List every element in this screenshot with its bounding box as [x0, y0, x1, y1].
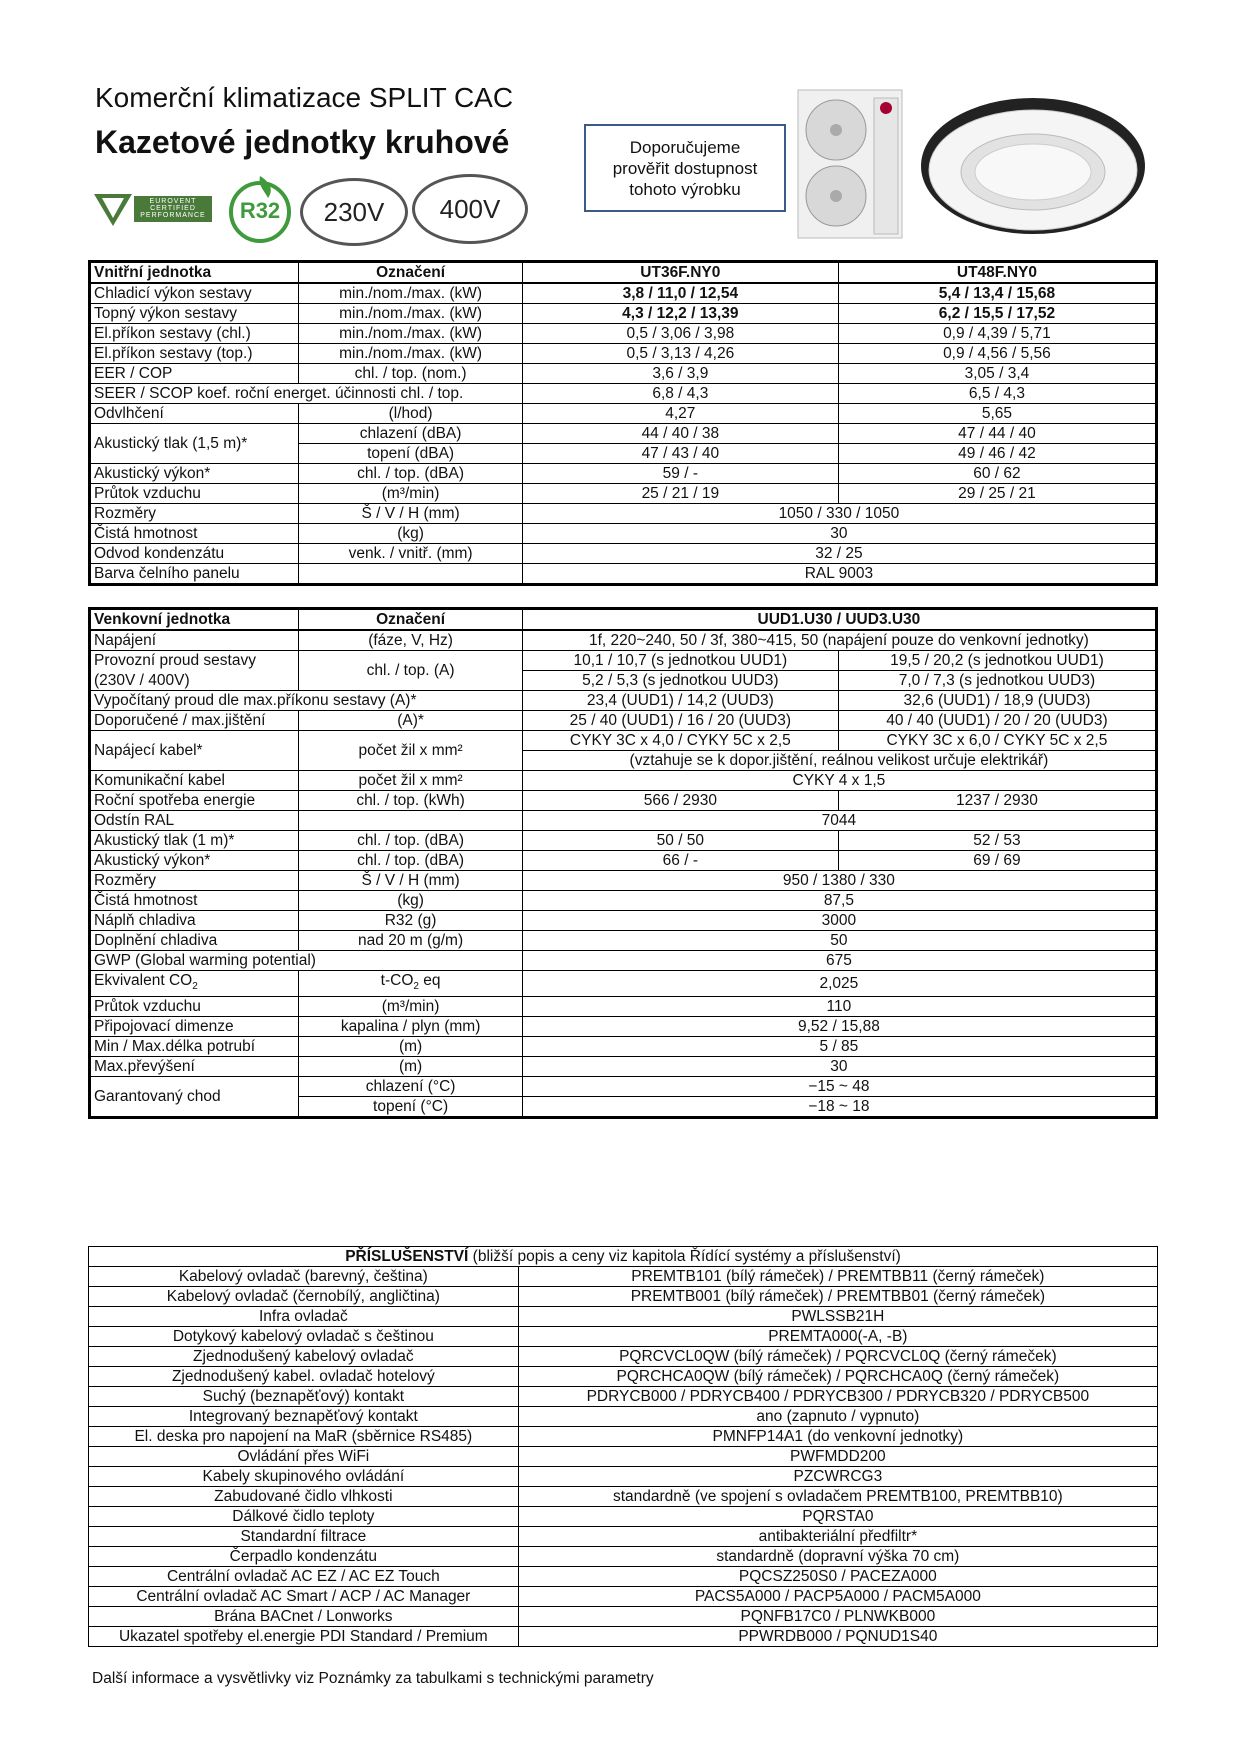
value-cell: 29 / 25 / 21 — [838, 484, 1156, 504]
value-cell: 49 / 46 / 42 — [838, 444, 1156, 464]
row-label: Odvod kondenzátu — [90, 544, 299, 564]
table-row — [90, 891, 1157, 911]
accessory-name: Integrovaný beznapěťový kontakt — [89, 1407, 519, 1427]
certification-badges — [92, 172, 582, 250]
note-line: Doporučujeme — [629, 137, 741, 157]
table-row — [90, 997, 1157, 1017]
row-label: EER / COP — [90, 364, 299, 384]
accessory-code: PDRYCB000 / PDRYCB400 / PDRYCB300 / PDRYCB320 / PDRYCB500 — [518, 1387, 1157, 1407]
cassette-unit-image — [918, 92, 1148, 237]
accessory-code: PREMTA000(-A, -B) — [518, 1327, 1157, 1347]
row-label: Min / Max.délka potrubí — [90, 1037, 299, 1057]
accessory-name: Zjednodušený kabelový ovladač — [89, 1347, 519, 1367]
value-cell: 10,1 / 10,7 (s jednotkou UUD1) — [522, 651, 838, 671]
table-row — [90, 344, 1157, 364]
eurovent-logo: EUROVENT CERTIFIED PERFORMANCE — [92, 190, 214, 230]
row-label: Vypočítaný proud dle max.příkonu sestavy (A)* — [90, 691, 523, 711]
table-row — [90, 951, 1157, 971]
table-row — [90, 524, 1157, 544]
value-cell: 950 / 1380 / 330 — [522, 871, 1156, 891]
table-row — [89, 1407, 1158, 1427]
outdoor-unit-image — [796, 88, 904, 243]
value-cell: 2,025 — [522, 971, 1156, 997]
row-label: SEER / SCOP koef. roční energet. účinnosti chl. / top. — [90, 384, 523, 404]
r32-badge: R32 — [224, 172, 296, 244]
note-line: prověřit dostupnost — [612, 158, 758, 178]
row-unit: topení (dBA) — [299, 444, 522, 464]
value-cell: 1f, 220~240, 50 / 3f, 380~415, 50 (napájení pouze do venkovní jednotky) — [522, 630, 1156, 651]
row-unit: chlazení (°C) — [299, 1077, 522, 1097]
value-cell: 23,4 (UUD1) / 14,2 (UUD3) — [522, 691, 838, 711]
table-row — [90, 304, 1157, 324]
row-label: Rozměry — [90, 871, 299, 891]
table-row — [89, 1567, 1158, 1587]
header-cell: Označení — [299, 262, 522, 284]
accessory-code: PQCSZ250S0 / PACEZA000 — [518, 1567, 1157, 1587]
value-cell: 7044 — [522, 811, 1156, 831]
row-label: El.příkon sestavy (chl.) — [90, 324, 299, 344]
table-row — [90, 791, 1157, 811]
accessory-name: Dálkové čidlo teploty — [89, 1507, 519, 1527]
row-unit — [299, 564, 522, 585]
value-cell: 675 — [522, 951, 1156, 971]
table-row — [90, 384, 1157, 404]
accessory-code: ano (zapnuto / vypnuto) — [518, 1407, 1157, 1427]
value-cell: 66 / - — [522, 851, 838, 871]
row-unit: chl. / top. (nom.) — [299, 364, 522, 384]
value-cell: 4,3 / 12,2 / 13,39 — [522, 304, 838, 324]
table-row — [89, 1467, 1158, 1487]
value-cell: 30 — [522, 1057, 1156, 1077]
table-row — [89, 1447, 1158, 1467]
row-unit: topení (°C) — [299, 1097, 522, 1118]
value-cell: (vztahuje se k dopor.jištění, reálnou velikost určuje elektrikář) — [522, 751, 1156, 771]
table-row — [89, 1487, 1158, 1507]
value-cell: 3000 — [522, 911, 1156, 931]
row-unit: min./nom./max. (kW) — [299, 344, 522, 364]
value-cell: 1050 / 330 / 1050 — [522, 504, 1156, 524]
row-label: Odstín RAL — [90, 811, 299, 831]
value-cell: 40 / 40 (UUD1) / 20 / 20 (UUD3) — [838, 711, 1156, 731]
row-label: Průtok vzduchu — [90, 997, 299, 1017]
table-row — [89, 1287, 1158, 1307]
value-cell: 3,05 / 3,4 — [838, 364, 1156, 384]
table-row — [90, 871, 1157, 891]
value-cell: 32 / 25 — [522, 544, 1156, 564]
value-cell: 47 / 43 / 40 — [522, 444, 838, 464]
row-label: Náplň chladiva — [90, 911, 299, 931]
table-row — [90, 671, 1157, 691]
accessory-name: Suchý (beznapěťový) kontakt — [89, 1387, 519, 1407]
table-header-row — [89, 1247, 1158, 1267]
row-label: GWP (Global warming potential) — [90, 951, 523, 971]
table-row — [90, 1017, 1157, 1037]
row-label: Čistá hmotnost — [90, 891, 299, 911]
row-label: Doplnění chladiva — [90, 931, 299, 951]
value-cell: 44 / 40 / 38 — [522, 424, 838, 444]
table-row — [89, 1367, 1158, 1387]
value-cell: 0,9 / 4,39 / 5,71 — [838, 324, 1156, 344]
value-cell: CYKY 3C x 4,0 / CYKY 5C x 2,5 — [522, 731, 838, 751]
table-row — [89, 1307, 1158, 1327]
row-label: Čistá hmotnost — [90, 524, 299, 544]
table-row — [90, 1037, 1157, 1057]
value-cell: 60 / 62 — [838, 464, 1156, 484]
table-row — [90, 931, 1157, 951]
value-cell: 4,27 — [522, 404, 838, 424]
row-unit: (kg) — [299, 524, 522, 544]
value-cell: 19,5 / 20,2 (s jednotkou UUD1) — [838, 651, 1156, 671]
accessory-name: Kabelový ovladač (černobílý, angličtina) — [89, 1287, 519, 1307]
value-cell: −15 ~ 48 — [522, 1077, 1156, 1097]
accessory-name: Infra ovladač — [89, 1307, 519, 1327]
row-unit: počet žil x mm² — [299, 771, 522, 791]
row-label: El.příkon sestavy (top.) — [90, 344, 299, 364]
value-cell: CYKY 3C x 6,0 / CYKY 5C x 2,5 — [838, 731, 1156, 751]
table-row — [89, 1387, 1158, 1407]
row-unit: min./nom./max. (kW) — [299, 324, 522, 344]
accessory-code: PWLSSB21H — [518, 1307, 1157, 1327]
table-row — [90, 324, 1157, 344]
accessory-code: PZCWRCG3 — [518, 1467, 1157, 1487]
header-cell: UUD1.U30 / UUD3.U30 — [522, 609, 1156, 631]
row-unit: chl. / top. (dBA) — [299, 831, 522, 851]
row-unit: počet žil x mm² — [299, 731, 522, 771]
row-label: Ekvivalent $CO_2$ — [90, 971, 299, 997]
accessory-name: Centrální ovladač AC EZ / AC EZ Touch — [89, 1567, 519, 1587]
value-cell: 25 / 40 (UUD1) / 16 / 20 (UUD3) — [522, 711, 838, 731]
value-cell: 69 / 69 — [838, 851, 1156, 871]
accessory-code: PQRCHCA0QW (bílý rámeček) / PQRCHCA0Q (černý rámeček) — [518, 1367, 1157, 1387]
header-cell: UT48F.NY0 — [838, 262, 1156, 284]
row-unit: (m) — [299, 1057, 522, 1077]
accessory-name: Zabudované čidlo vlhkosti — [89, 1487, 519, 1507]
accessory-name: El. deska pro napojení na MaR (sběrnice RS485) — [89, 1427, 519, 1447]
availability-note — [584, 124, 786, 212]
table-row — [90, 651, 1157, 671]
accessory-name: Zjednodušený kabel. ovladač hotelový — [89, 1367, 519, 1387]
row-label: Napájecí kabel* — [90, 731, 299, 771]
accessory-name: Kabelový ovladač (barevný, čeština) — [89, 1267, 519, 1287]
table-row — [90, 1057, 1157, 1077]
header-cell: UT36F.NY0 — [522, 262, 838, 284]
row-unit: R32 (g) — [299, 911, 522, 931]
row-label: Připojovací dimenze — [90, 1017, 299, 1037]
voltage-230-badge: 230V — [300, 178, 408, 246]
table-row — [89, 1607, 1158, 1627]
row-unit: (m) — [299, 1037, 522, 1057]
row-unit: chl. / top. (kWh) — [299, 791, 522, 811]
row-label: Barva čelního panelu — [90, 564, 299, 585]
row-unit: venk. / vnitř. (mm) — [299, 544, 522, 564]
row-unit: (A)* — [299, 711, 522, 731]
table-row — [89, 1327, 1158, 1347]
value-cell: 50 — [522, 931, 1156, 951]
value-cell: 5 / 85 — [522, 1037, 1156, 1057]
header-cell: Vnitřní jednotka — [90, 262, 299, 284]
row-unit: Š / V / H (mm) — [299, 871, 522, 891]
value-cell: 5,4 / 13,4 / 15,68 — [838, 283, 1156, 304]
value-cell: 87,5 — [522, 891, 1156, 911]
table-row — [89, 1347, 1158, 1367]
row-label: Akustický tlak (1,5 m)* — [90, 424, 299, 464]
row-unit: (fáze, V, Hz) — [299, 630, 522, 651]
accessory-code: PWFMDD200 — [518, 1447, 1157, 1467]
table-row — [90, 1077, 1157, 1097]
row-label: Doporučené / max.jištění — [90, 711, 299, 731]
row-unit: $t-CO_2$ eq — [299, 971, 522, 997]
table-row — [90, 731, 1157, 751]
accessory-code: PQNFB17C0 / PLNWKB000 — [518, 1607, 1157, 1627]
row-unit: chl. / top. (dBA) — [299, 464, 522, 484]
row-label: Akustický výkon* — [90, 464, 299, 484]
table-row — [90, 464, 1157, 484]
table-row — [90, 831, 1157, 851]
value-cell: 6,2 / 15,5 / 17,52 — [838, 304, 1156, 324]
value-cell: 25 / 21 / 19 — [522, 484, 838, 504]
row-unit: (l/hod) — [299, 404, 522, 424]
page-subtitle: Komerční klimatizace SPLIT CAC — [95, 82, 514, 113]
accessory-code: standardně (ve spojení s ovladačem PREMTB100, PREMTBB10) — [518, 1487, 1157, 1507]
table-row — [90, 404, 1157, 424]
value-cell: RAL 9003 — [522, 564, 1156, 585]
table-row — [89, 1547, 1158, 1567]
table-row — [90, 971, 1157, 997]
row-label: Napájení — [90, 630, 299, 651]
voltage-400-badge: 400V — [412, 174, 528, 244]
row-unit: min./nom./max. (kW) — [299, 304, 522, 324]
row-unit: (kg) — [299, 891, 522, 911]
table-row — [89, 1507, 1158, 1527]
table-row — [89, 1627, 1158, 1647]
value-cell: 32,6 (UUD1) / 18,9 (UUD3) — [838, 691, 1156, 711]
note-line: tohoto výrobku — [629, 179, 741, 199]
row-unit — [299, 811, 522, 831]
row-label: Chladicí výkon sestavy — [90, 283, 299, 304]
accessories-table — [88, 1246, 1158, 1647]
row-unit: kapalina / plyn (mm) — [299, 1017, 522, 1037]
row-unit: chlazení (dBA) — [299, 424, 522, 444]
accessories-title: PŘÍSLUŠENSTVÍ (bližší popis a ceny viz kapitola Řídící systémy a příslušenství) — [89, 1247, 1158, 1267]
accessory-name: Centrální ovladač AC Smart / ACP / AC Manager — [89, 1587, 519, 1607]
value-cell: 5,65 — [838, 404, 1156, 424]
table-row — [89, 1427, 1158, 1447]
row-unit: Š / V / H (mm) — [299, 504, 522, 524]
row-unit: nad 20 m (g/m) — [299, 931, 522, 951]
row-label: Akustický výkon* — [90, 851, 299, 871]
value-cell: 47 / 44 / 40 — [838, 424, 1156, 444]
accessory-name: Standardní filtrace — [89, 1527, 519, 1547]
table-row — [89, 1527, 1158, 1547]
value-cell: 5,2 / 5,3 (s jednotkou UUD3) — [522, 671, 838, 691]
accessory-name: Ukazatel spotřeby el.energie PDI Standard / Premium — [89, 1627, 519, 1647]
table-row — [90, 504, 1157, 524]
table-row — [90, 544, 1157, 564]
row-label: Odvlhčení — [90, 404, 299, 424]
header-cell: Venkovní jednotka — [90, 609, 299, 631]
row-label: Max.převýšení — [90, 1057, 299, 1077]
accessory-code: standardně (dopravní výška 70 cm) — [518, 1547, 1157, 1567]
value-cell: 6,5 / 4,3 — [838, 384, 1156, 404]
value-cell: 9,52 / 15,88 — [522, 1017, 1156, 1037]
row-label: Komunikační kabel — [90, 771, 299, 791]
value-cell: 0,9 / 4,56 / 5,56 — [838, 344, 1156, 364]
row-label: Roční spotřeba energie — [90, 791, 299, 811]
row-unit: chl. / top. (dBA) — [299, 851, 522, 871]
accessory-code: PPWRDB000 / PQNUD1S40 — [518, 1627, 1157, 1647]
row-unit: chl. / top. (A) — [299, 651, 522, 691]
table-row — [90, 564, 1157, 585]
accessory-name: Dotykový kabelový ovladač s češtinou — [89, 1327, 519, 1347]
value-cell: 6,8 / 4,3 — [522, 384, 838, 404]
value-cell: 566 / 2930 — [522, 791, 838, 811]
accessory-code: PQRSTA0 — [518, 1507, 1157, 1527]
table-row — [89, 1587, 1158, 1607]
value-cell: 50 / 50 — [522, 831, 838, 851]
table-header-row — [90, 609, 1157, 631]
value-cell: 59 / - — [522, 464, 838, 484]
value-cell: 0,5 / 3,13 / 4,26 — [522, 344, 838, 364]
value-cell: 3,8 / 11,0 / 12,54 — [522, 283, 838, 304]
value-cell: CYKY 4 x 1,5 — [522, 771, 1156, 791]
row-label: Garantovaný chod — [90, 1077, 299, 1118]
row-label: Akustický tlak (1 m)* — [90, 831, 299, 851]
row-unit: min./nom./max. (kW) — [299, 283, 522, 304]
accessory-code: PMNFP14A1 (do venkovní jednotky) — [518, 1427, 1157, 1447]
accessory-code: PQRCVCL0QW (bílý rámeček) / PQRCVCL0Q (černý rámeček) — [518, 1347, 1157, 1367]
table-row — [90, 424, 1157, 444]
value-cell: 3,6 / 3,9 — [522, 364, 838, 384]
indoor-unit-table — [88, 260, 1158, 586]
table-row — [89, 1267, 1158, 1287]
value-cell: −18 ~ 18 — [522, 1097, 1156, 1118]
accessory-name: Čerpadlo kondenzátu — [89, 1547, 519, 1567]
value-cell: 30 — [522, 524, 1156, 544]
table-row — [90, 630, 1157, 651]
accessory-code: PREMTB001 (bílý rámeček) / PREMTBB01 (černý rámeček) — [518, 1287, 1157, 1307]
row-unit: (m³/min) — [299, 484, 522, 504]
value-cell: 110 — [522, 997, 1156, 1017]
accessory-code: PACS5A000 / PACP5A000 / PACM5A000 — [518, 1587, 1157, 1607]
table-row — [90, 851, 1157, 871]
table-row — [90, 771, 1157, 791]
value-cell: 52 / 53 — [838, 831, 1156, 851]
table-row — [90, 711, 1157, 731]
table-row — [90, 283, 1157, 304]
accessory-code: antibakteriální předfiltr* — [518, 1527, 1157, 1547]
table-header-row — [90, 262, 1157, 284]
accessory-name: Brána BACnet / Lonworks — [89, 1607, 519, 1627]
row-unit: (m³/min) — [299, 997, 522, 1017]
row-label: Provozní proud sestavy — [90, 651, 299, 671]
value-cell: 7,0 / 7,3 (s jednotkou UUD3) — [838, 671, 1156, 691]
accessory-code: PREMTB101 (bílý rámeček) / PREMTBB11 (černý rámeček) — [518, 1267, 1157, 1287]
value-cell: 0,5 / 3,06 / 3,98 — [522, 324, 838, 344]
accessory-name: Ovládání přes WiFi — [89, 1447, 519, 1467]
footer-note: Další informace a vysvětlivky viz Poznámky za tabulkami s technickými parametry — [92, 1670, 654, 1687]
page-title: Kazetové jednotky kruhové — [95, 124, 510, 160]
table-row — [90, 911, 1157, 931]
row-label: Rozměry — [90, 504, 299, 524]
table-row — [90, 484, 1157, 504]
value-cell: 1237 / 2930 — [838, 791, 1156, 811]
header-cell: Označení — [299, 609, 522, 631]
accessory-name: Kabely skupinového ovládání — [89, 1467, 519, 1487]
row-label: (230V / 400V) — [90, 671, 299, 691]
table-row — [90, 811, 1157, 831]
table-row — [90, 691, 1157, 711]
row-label: Topný výkon sestavy — [90, 304, 299, 324]
table-row — [90, 364, 1157, 384]
outdoor-unit-table — [88, 607, 1158, 1119]
row-label: Průtok vzduchu — [90, 484, 299, 504]
